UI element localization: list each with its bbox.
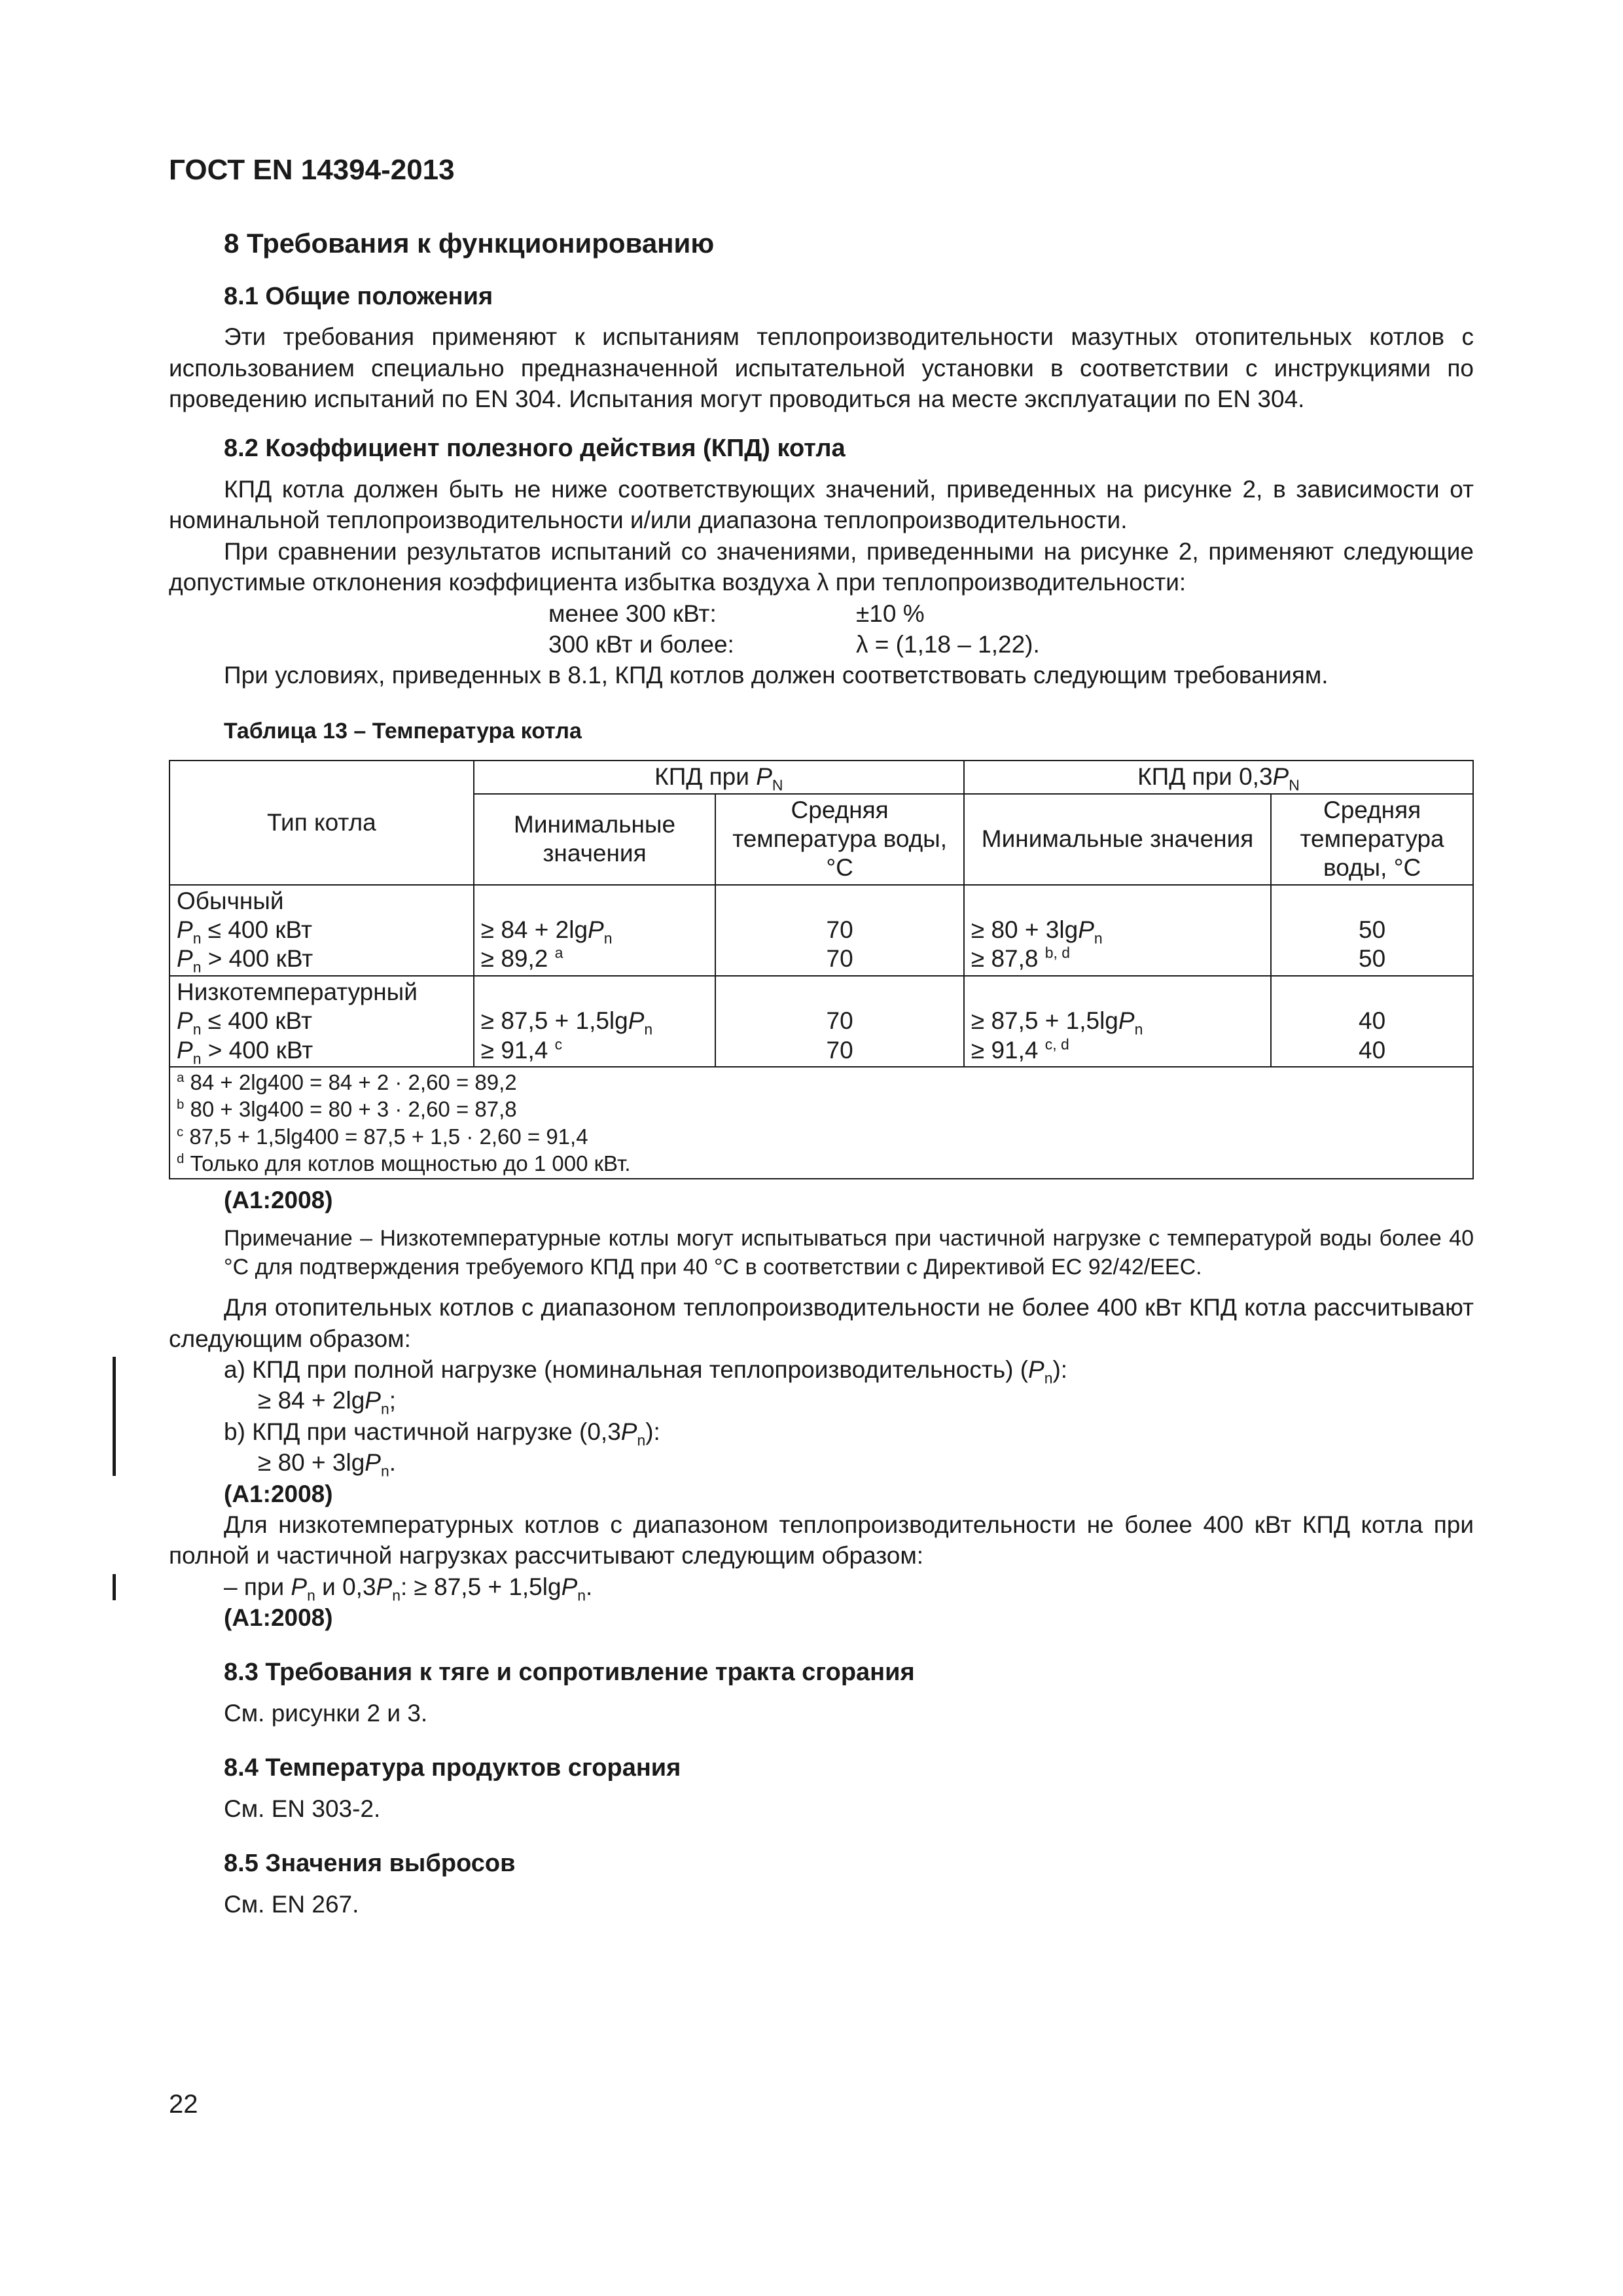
- calc-formula-a: ≥ 84 + 2lgP$_n$;: [258, 1387, 397, 1418]
- calc-item-b: b) КПД при частичной нагрузке $(0,3P_n)$:: [224, 1418, 660, 1449]
- cell-efficiency-partial: ≥ 87,5 + 1,5lgP$_n$ ≥ 91,4 $^{c, d}$: [964, 976, 1271, 1067]
- footnote-c: $^c$ 87,5 + 1,5lg400 = 87,5 + 1,5 · 2,60 = 91,4: [177, 1124, 588, 1149]
- table-note: Примечание – Низкотемпературные котлы могут испытываться при частичной нагрузке с температурой воды более 40 °С для подтверждения требуемого КПД при 40 °С в соответствии с Директивой ЕС 92/42/ЕЕС.: [224, 1226, 1474, 1280]
- section-8-2-title: 8.2 Коэффициент полезного действия (КПД) котла: [224, 435, 846, 463]
- table-13: [169, 760, 1474, 1179]
- col-header-temp: Средняя температура воды, °С: [715, 794, 964, 885]
- section-8-2-para1: КПД котла должен быть не ниже соответствующих значений, приведенных на рисунке 2, в зависимости от номинальной теплопроизводительности и/или диапазона теплопроизводительности.: [169, 476, 1474, 534]
- footnote-b: $^b$ 80 + 3lg400 = 80 + 3 · 2,60 = 87,8: [177, 1097, 517, 1122]
- document-code: ГОСТ EN 14394-2013: [169, 154, 455, 186]
- col-header-min: Минимальные значения: [964, 794, 1271, 885]
- col-header-temp: Средняя температура воды, °С: [1271, 794, 1473, 885]
- cell-temperature-full: 70 70: [715, 976, 964, 1067]
- section-8-3-title: 8.3 Требования к тяге и сопротивление тракта сгорания: [224, 1659, 915, 1687]
- tolerance-label: менее 300 кВт:: [548, 600, 717, 627]
- page-number: 22: [169, 2090, 198, 2119]
- table-13-caption: Таблица 13 – Температура котла: [224, 718, 582, 744]
- tolerance-label: 300 кВт и более:: [548, 630, 734, 658]
- tolerance-value: λ = (1,18 – 1,22).: [856, 630, 1040, 658]
- amended-block-1: [169, 1354, 1474, 1478]
- section-8-1-text: Эти требования применяют к испытаниям теплопроизводительности мазутных отопительных котлов с использованием специально предназначенной испытательной установки в соответствии с инструкциями по проведению испытаний по EN 304. Испытания могут проводиться на месте эксплуатации по EN 304.: [169, 323, 1474, 413]
- tolerance-row: [169, 629, 1474, 660]
- section-8-1-title: 8.1 Общие положения: [224, 282, 493, 310]
- tolerance-value: ±10 %: [856, 600, 925, 627]
- calc2-line: – при $P_n$ и $0,3P_n$: ≥ 87,5 + 1,5lgP$_n$.: [224, 1573, 593, 1604]
- cell-boiler-type: Низкотемпературный $P_n \le 400$ кВт $P_n > 400$ кВт: [169, 976, 474, 1067]
- amendment-mark: (А1:2008): [224, 1480, 333, 1507]
- amendment-mark: (А1:2008): [224, 1187, 333, 1214]
- amendment-mark: (А1:2008): [224, 1604, 333, 1631]
- col-group-header-full: КПД при $P_N$: [474, 761, 964, 793]
- col-group-header-partial: КПД при $0,3P_N$: [964, 761, 1473, 793]
- cell-efficiency-full: ≥ 84 + 2lgP$_n$ ≥ 89,2 $^a$: [474, 885, 716, 976]
- col-header-min: Минимальные значения: [474, 794, 716, 885]
- document-page: [169, 0, 1474, 2296]
- section-8-2-para3: При условиях, приведенных в 8.1, КПД котлов должен соответствовать следующим требованиям.: [224, 662, 1329, 689]
- section-8-4-title: 8.4 Температура продуктов сгорания: [224, 1754, 681, 1782]
- calc-formula-b: ≥ 80 + 3lgP$_n$.: [258, 1449, 397, 1480]
- table-footnotes-row: [169, 1067, 1473, 1179]
- footnote-a: $^a$ 84 + 2lg400 = 84 + 2 · 2,60 = 89,2: [177, 1070, 517, 1095]
- section-8-2-para2: При сравнении результатов испытаний со значениями, приведенными на рисунке 2, применяют следующие допустимые отклонения коэффициента избытка воздуха λ при теплопроизводительности:: [169, 537, 1474, 596]
- page-content: [169, 226, 1474, 1920]
- cell-temperature-full: 70 70: [715, 885, 964, 976]
- section-8-3-text: См. рисунки 2 и 3.: [224, 1699, 428, 1727]
- amended-block-2: [169, 1571, 1474, 1602]
- table-row-lowtemp: [169, 976, 1473, 1067]
- cell-temperature-partial: 50 50: [1271, 885, 1473, 976]
- section-8-4-text: См. EN 303-2.: [224, 1795, 381, 1822]
- calc-intro: Для отопительных котлов с диапазоном теплопроизводительности не более 400 кВт КПД котла рассчитывают следующим образом:: [169, 1294, 1474, 1352]
- section-8-title: 8 Требования к функционированию: [224, 228, 715, 259]
- table-head-row: [169, 761, 1473, 793]
- cell-boiler-type: Обычный $P_n \le 400$ кВт $P_n > 400$ кВт: [169, 885, 474, 976]
- col-header-type: Тип котла: [169, 761, 474, 885]
- section-8-5-text: См. EN 267.: [224, 1890, 359, 1918]
- footnote-d: $^d$ Только для котлов мощностью до 1 000 кВт.: [177, 1151, 631, 1175]
- table-footnotes: [169, 1067, 1473, 1179]
- table-row-ordinary: [169, 885, 1473, 976]
- cell-efficiency-full: ≥ 87,5 + 1,5lgP$_n$ ≥ 91,4 $^c$: [474, 976, 716, 1067]
- change-bar: [113, 1574, 116, 1600]
- cell-temperature-partial: 40 40: [1271, 976, 1473, 1067]
- change-bar: [113, 1357, 116, 1476]
- calc-item-a: a) КПД при полной нагрузке (номинальная теплопроизводительность) $(P_n)$:: [224, 1356, 1068, 1387]
- tolerance-row: [169, 598, 1474, 629]
- calc2-intro: Для низкотемпературных котлов с диапазоном теплопроизводительности не более 400 кВт КПД котла при полной и частичной нагрузках рассчитывают следующим образом:: [169, 1511, 1474, 1570]
- section-8-5-title: 8.5 Значения выбросов: [224, 1850, 516, 1878]
- cell-efficiency-partial: ≥ 80 + 3lgP$_n$ ≥ 87,8 $^{b, d}$: [964, 885, 1271, 976]
